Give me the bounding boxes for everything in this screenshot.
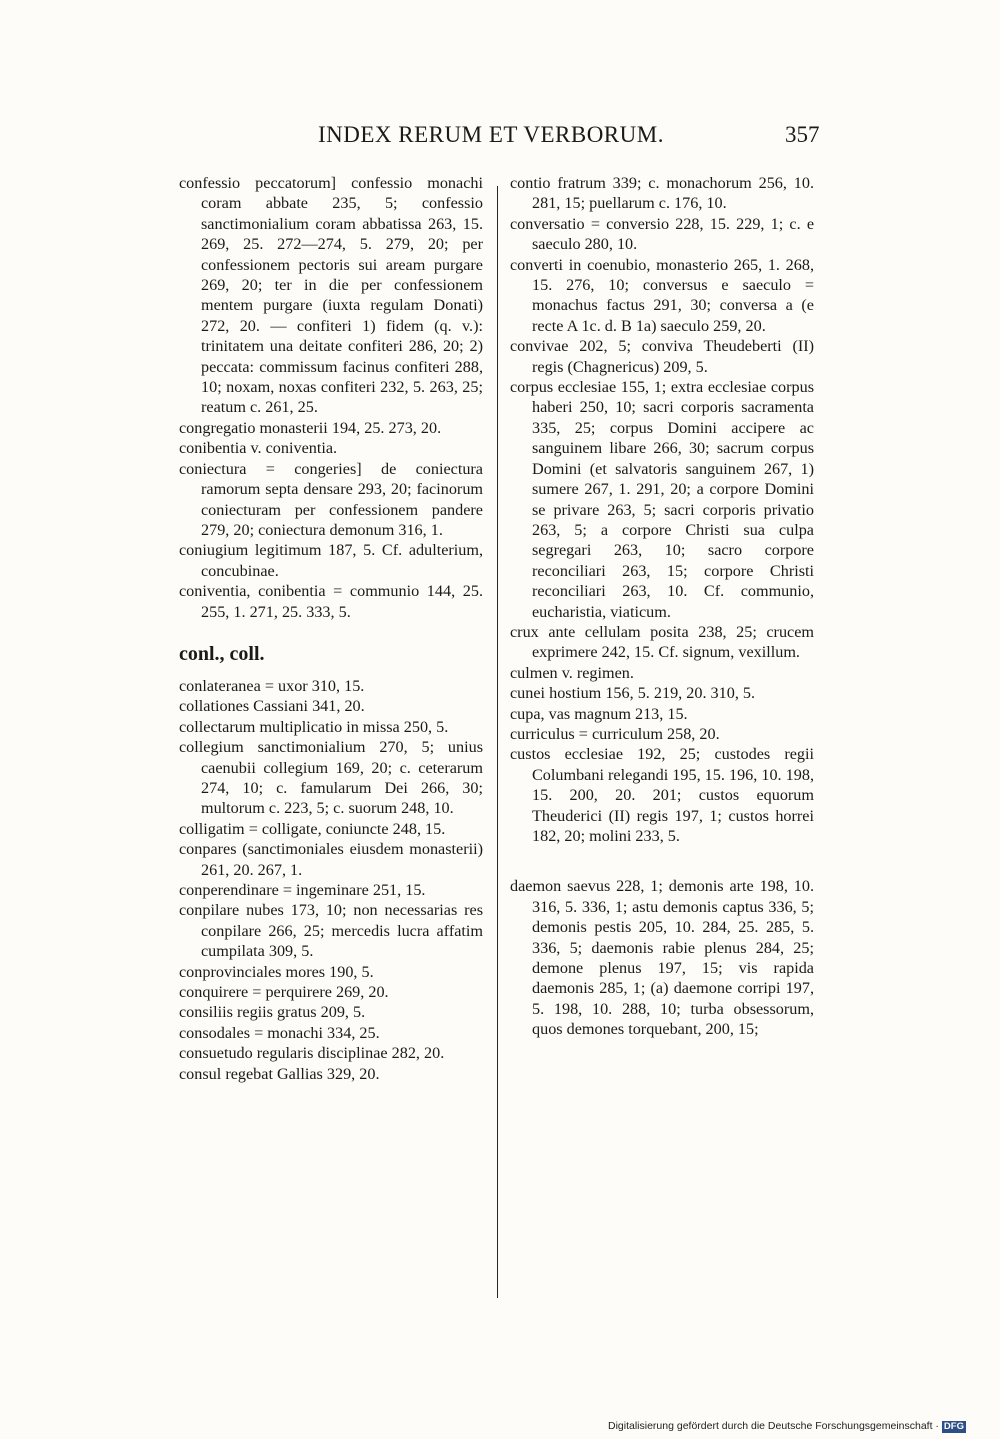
index-entry	[510, 377, 814, 622]
entry-text: = uxor 310, 15.	[264, 676, 365, 695]
entry-text: = congeries] de coniectura ramorum septa densare 293, 20; facinorum coniecturam per confessionem pandere 279, 20; coniectura demonum 316, 1.	[201, 459, 483, 539]
index-entry	[179, 737, 483, 819]
index-entry	[510, 704, 814, 724]
index-entry	[179, 880, 483, 900]
section-gap	[179, 622, 483, 642]
index-entry	[510, 683, 814, 703]
entry-text: Cassiani 341, 20.	[253, 697, 365, 716]
credit-text: Digitalisierung gefördert durch die Deutsche Forschungsgemeinschaft ·	[608, 1420, 939, 1432]
entry-term: daemon	[510, 877, 562, 896]
entry-text: conibentia = communio 144, 25. 255, 1. 271, 25. 333, 5.	[201, 582, 483, 621]
entry-term: conpares	[179, 840, 237, 859]
index-entry	[179, 962, 483, 982]
entry-text: hostium 156, 5. 219, 20. 310, 5.	[549, 684, 756, 703]
entry-term: converti	[510, 255, 564, 274]
entry-text: multiplicatio in missa 250, 5.	[259, 717, 449, 736]
entry-term: conlateranea	[179, 676, 261, 695]
right-column	[510, 173, 814, 1040]
entry-term: consuetudo	[179, 1044, 253, 1063]
entry-term: conpilare	[179, 901, 240, 920]
entry-term: consiliis	[179, 1003, 233, 1022]
section-gap	[510, 846, 814, 876]
index-entry	[179, 900, 483, 961]
index-entry	[179, 418, 483, 438]
entry-group-b	[179, 676, 483, 1084]
page-number: 357	[785, 122, 820, 147]
section-heading: conl., coll.	[179, 642, 265, 665]
entry-text: mores 190, 5.	[285, 962, 374, 981]
index-entry	[179, 1064, 483, 1084]
index-entry	[510, 173, 814, 214]
index-entry	[179, 1043, 483, 1063]
index-entry	[510, 724, 814, 744]
entry-term: coniectura	[179, 459, 247, 478]
entry-term: collegium	[179, 738, 244, 757]
entry-text: in coenubio, monasterio 265, 1. 268, 15. 276, 10; conversus e saeculo = monachus factus 291, 30; conversa a (e recte A 1c. d. B 1a) saeculo 259, 20.	[532, 255, 815, 335]
entry-text: monasterii 194, 25. 273, 20.	[259, 418, 442, 437]
entry-term: crux	[510, 622, 539, 641]
index-entry	[179, 173, 483, 418]
entry-term: consodales	[179, 1023, 251, 1042]
index-entry	[510, 214, 814, 255]
entry-text: legitimum 187, 5. Cf. adulterium, concubinae.	[201, 541, 484, 580]
entry-group-d	[510, 876, 814, 1039]
entry-term: culmen	[510, 663, 558, 682]
entry-text: (sanctimoniales eiusdem monasterii) 261, 20. 267, 1.	[201, 840, 483, 879]
entry-term: collectarum	[179, 717, 256, 736]
index-entry	[179, 459, 483, 541]
index-entry	[179, 1002, 483, 1022]
entry-term: congregatio	[179, 418, 256, 437]
entry-group-a	[179, 173, 483, 622]
page-header	[0, 122, 1000, 152]
left-column	[179, 173, 483, 1084]
entry-text: = curriculum 258, 20.	[578, 724, 720, 743]
index-entry	[179, 1023, 483, 1043]
index-entry	[179, 696, 483, 716]
entry-group-c	[510, 173, 814, 846]
dfg-logo: DFG	[943, 1421, 964, 1432]
entry-term: custos	[510, 745, 551, 764]
entry-text: = perquirere 269, 20.	[252, 983, 389, 1002]
entry-term: coniventia,	[179, 582, 251, 601]
index-entry	[510, 663, 814, 683]
entry-text: = conversio 228, 15. 229, 1; c. e saeculo 280, 10.	[532, 214, 815, 254]
entry-term: corpus	[510, 378, 554, 397]
entry-term: conibentia	[179, 439, 247, 458]
entry-term: conperendinare	[179, 881, 279, 899]
entry-text: vas magnum 213, 15.	[548, 704, 688, 723]
digitization-credit	[608, 1420, 966, 1433]
index-entry	[179, 717, 483, 737]
index-entry	[510, 622, 814, 663]
entry-text: fratrum 339; c. monachorum 256, 10. 281, 15; puellarum c. 176, 10.	[532, 174, 815, 213]
entry-term: coniugium	[179, 541, 249, 560]
index-entry	[510, 744, 814, 846]
entry-text: nubes 173, 10; non necessarias res conpilare 266, 25; mercedis lucra affatim cumpilata 309, 5.	[201, 901, 483, 961]
entry-text: saevus 228, 1; demonis arte 198, 10. 316, 5. 336, 1; astu demonis captus 336, 5; demonis pestis 205, 10. 284, 25. 285, 5. 336, 5; daemonis rabie plenus 284, 25; demone plenus 197, 15; vis rapida daemonis 285, 1; (a) daemone corripi 197, 5. 198, 10. 288, 10; turba obsessorum, quos demones torquebant, 200, 15;	[532, 877, 815, 1039]
entry-term: consul	[179, 1064, 222, 1083]
entry-term: conprovinciales	[179, 962, 282, 981]
entry-term: cupa,	[510, 704, 545, 723]
index-entry	[179, 438, 483, 458]
index-entry	[179, 540, 483, 581]
index-entry	[510, 876, 814, 1039]
entry-text: peccatorum] confessio monachi coram abbate 235, 5; confessio sanctimonialium coram abbatissa 263, 15. 269, 25. 272—274, 5. 279, 20; per confessionem pectoris sui aream purgare 269, 20; ter in die per confessionem mentem purgare (iuxta regulam Donati) 272, 20. — confiteri 1) fidem (q. v.): trinitatem una deitate confiteri 286, 20; 2) peccata: commissum facinus confiteri 288, 10; noxam, noxas confiteri 232, 5. 263, 25; reatum c. 261, 25.	[201, 174, 483, 417]
entry-text: regiis gratus 209, 5.	[237, 1003, 366, 1022]
entry-text: v. coniventia.	[250, 439, 338, 458]
entry-text: regebat Gallias 329, 20.	[225, 1064, 380, 1083]
index-entry	[179, 982, 483, 1002]
entry-term: convivae	[510, 337, 569, 356]
index-entry	[179, 819, 483, 839]
entry-term: contio	[510, 174, 551, 192]
index-entry	[510, 336, 814, 377]
entry-term: colligatim	[179, 819, 245, 838]
column-divider	[497, 186, 498, 1298]
entry-text: = monachi 334, 25.	[254, 1023, 380, 1042]
entry-term: cunei	[510, 684, 546, 703]
entry-text: v. regimen.	[561, 663, 634, 682]
running-title: INDEX RERUM ET VERBORUM.	[318, 122, 664, 147]
index-entry	[179, 676, 483, 696]
index-entry	[510, 255, 814, 337]
index-entry	[179, 839, 483, 880]
entry-term: conquirere	[179, 983, 249, 1002]
entry-text: regularis disciplinae 282, 20.	[256, 1044, 445, 1063]
entry-text: ecclesiae 155, 1; extra ecclesiae corpus haberi 250, 10; sacri corporis sacramenta 335, 25; corpus Domini accipere ac sanguinem libare 266, 30; sacrum corpus Domini (et salvatoris sanguinem 267, 1) sumere 267, 1. 291, 20; a corpore Domini se privare 263, 5; sacri corporis privatio 263, 5; a corpore Christi sua culpa segregari 263, 10; sacro corpore reconciliari 263, 15; corpore Christi reconciliari 263, 10. Cf. communio, eucharistia, viaticum.	[532, 378, 815, 621]
entry-term: curriculus	[510, 724, 575, 743]
entry-term: conversatio	[510, 214, 585, 233]
entry-text: ante cellulam posita 238, 25; crucem exprimere 242, 15. Cf. signum, vexillum.	[532, 622, 814, 662]
entry-term: confessio	[179, 174, 241, 192]
entry-text: sanctimonialium 270, 5; unius caenubii collegium 169, 20; c. ceterarum 274, 10; c. famularum Dei 266, 30; multorum c. 223, 5; c. suorum 248, 10.	[201, 738, 483, 818]
entry-term: collationes	[179, 697, 250, 716]
entry-text: ecclesiae 192, 25; custodes regii Columbani relegandi 195, 15. 196, 10. 198, 15. 200, 20. 201; custos equorum Theuderici (II) regis 197, 1; custos horrei 182, 20; molini 233, 5.	[532, 745, 814, 845]
index-entry	[179, 581, 483, 622]
entry-text: = ingeminare 251, 15.	[282, 881, 426, 899]
entry-text: 202, 5; conviva Theudeberti (II) regis (Chagnericus) 209, 5.	[532, 337, 815, 376]
entry-text: = colligate, coniuncte 248, 15.	[248, 819, 446, 838]
